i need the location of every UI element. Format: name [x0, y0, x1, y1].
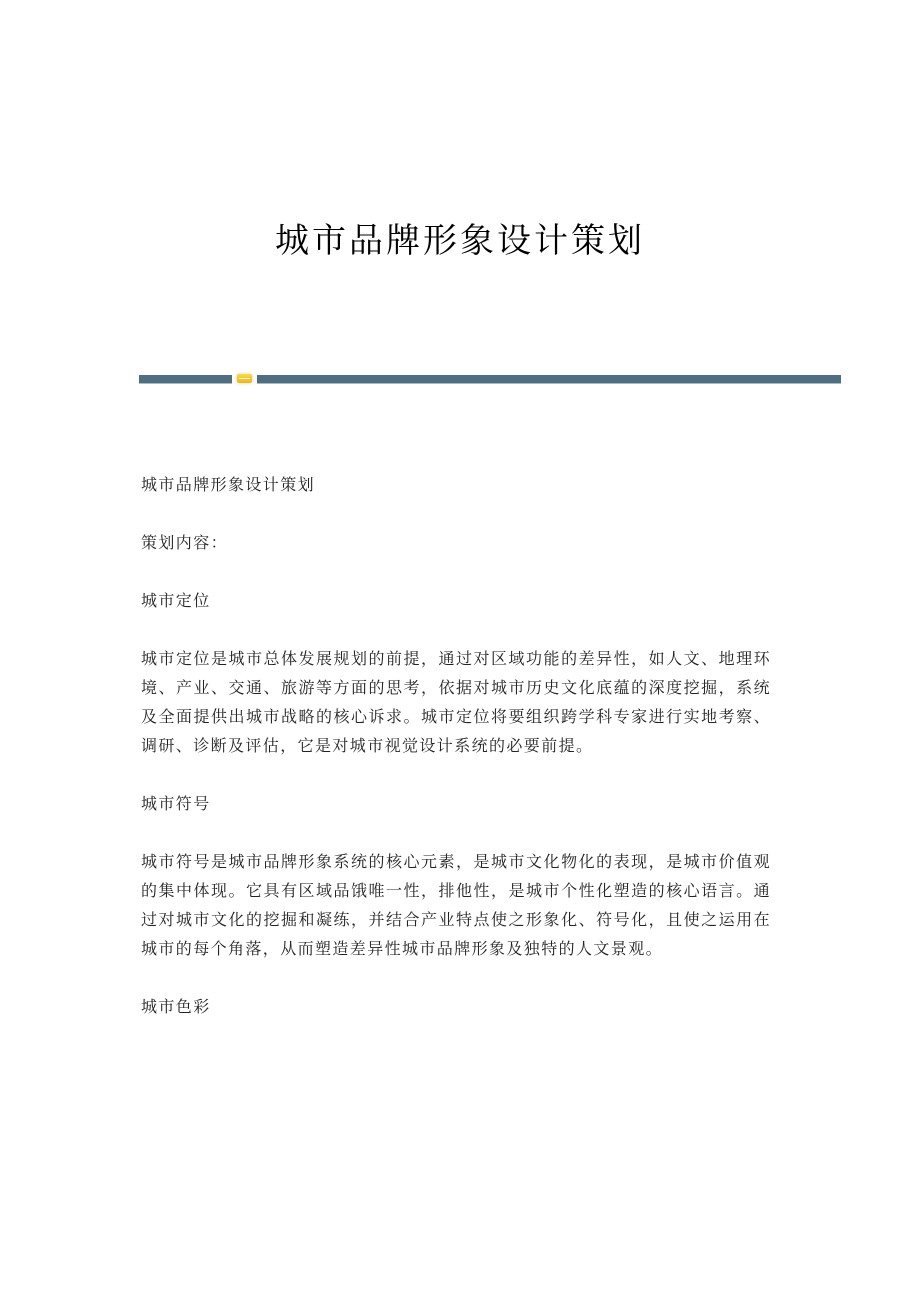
section-heading-contents: 策划内容：: [141, 533, 229, 552]
document-body: [141, 470, 771, 1050]
section-heading-color: 城市色彩: [141, 997, 211, 1016]
divider-bar-right: [257, 375, 841, 384]
divider-bar-left: [139, 375, 232, 384]
paragraph-symbol: 城市符号是城市品牌形象系统的核心元素，是城市文化物化的表现，是城市价值观的集中体现。它具有区域品饿唯一性，排他性，是城市个性化塑造的核心语言。通过对城市文化的挖掘和凝练，并结合产业特点使之形象化、符号化，且使之运用在城市的每个角落，从而塑造差异性城市品牌形象及独特的人文景观。: [141, 852, 771, 958]
title-divider: [139, 375, 841, 384]
paragraph-positioning: 城市定位是城市总体发展规划的前提，通过对区域功能的差异性，如人文、地理环境、产业、交通、旅游等方面的思考，依据对城市历史文化底蕴的深度挖掘，系统及全面提供出城市战略的核心诉求。城市定位将要组织跨学科专家进行实地考察、调研、诊断及评估，它是对城市视觉设计系统的必要前提。: [141, 649, 771, 755]
divider-ornament-icon: [237, 374, 252, 383]
section-heading-positioning: 城市定位: [141, 591, 211, 610]
document-title: 城市品牌形象设计策划: [275, 221, 645, 261]
section-heading-title: 城市品牌形象设计策划: [141, 475, 316, 494]
section-heading-symbol: 城市符号: [141, 794, 211, 813]
